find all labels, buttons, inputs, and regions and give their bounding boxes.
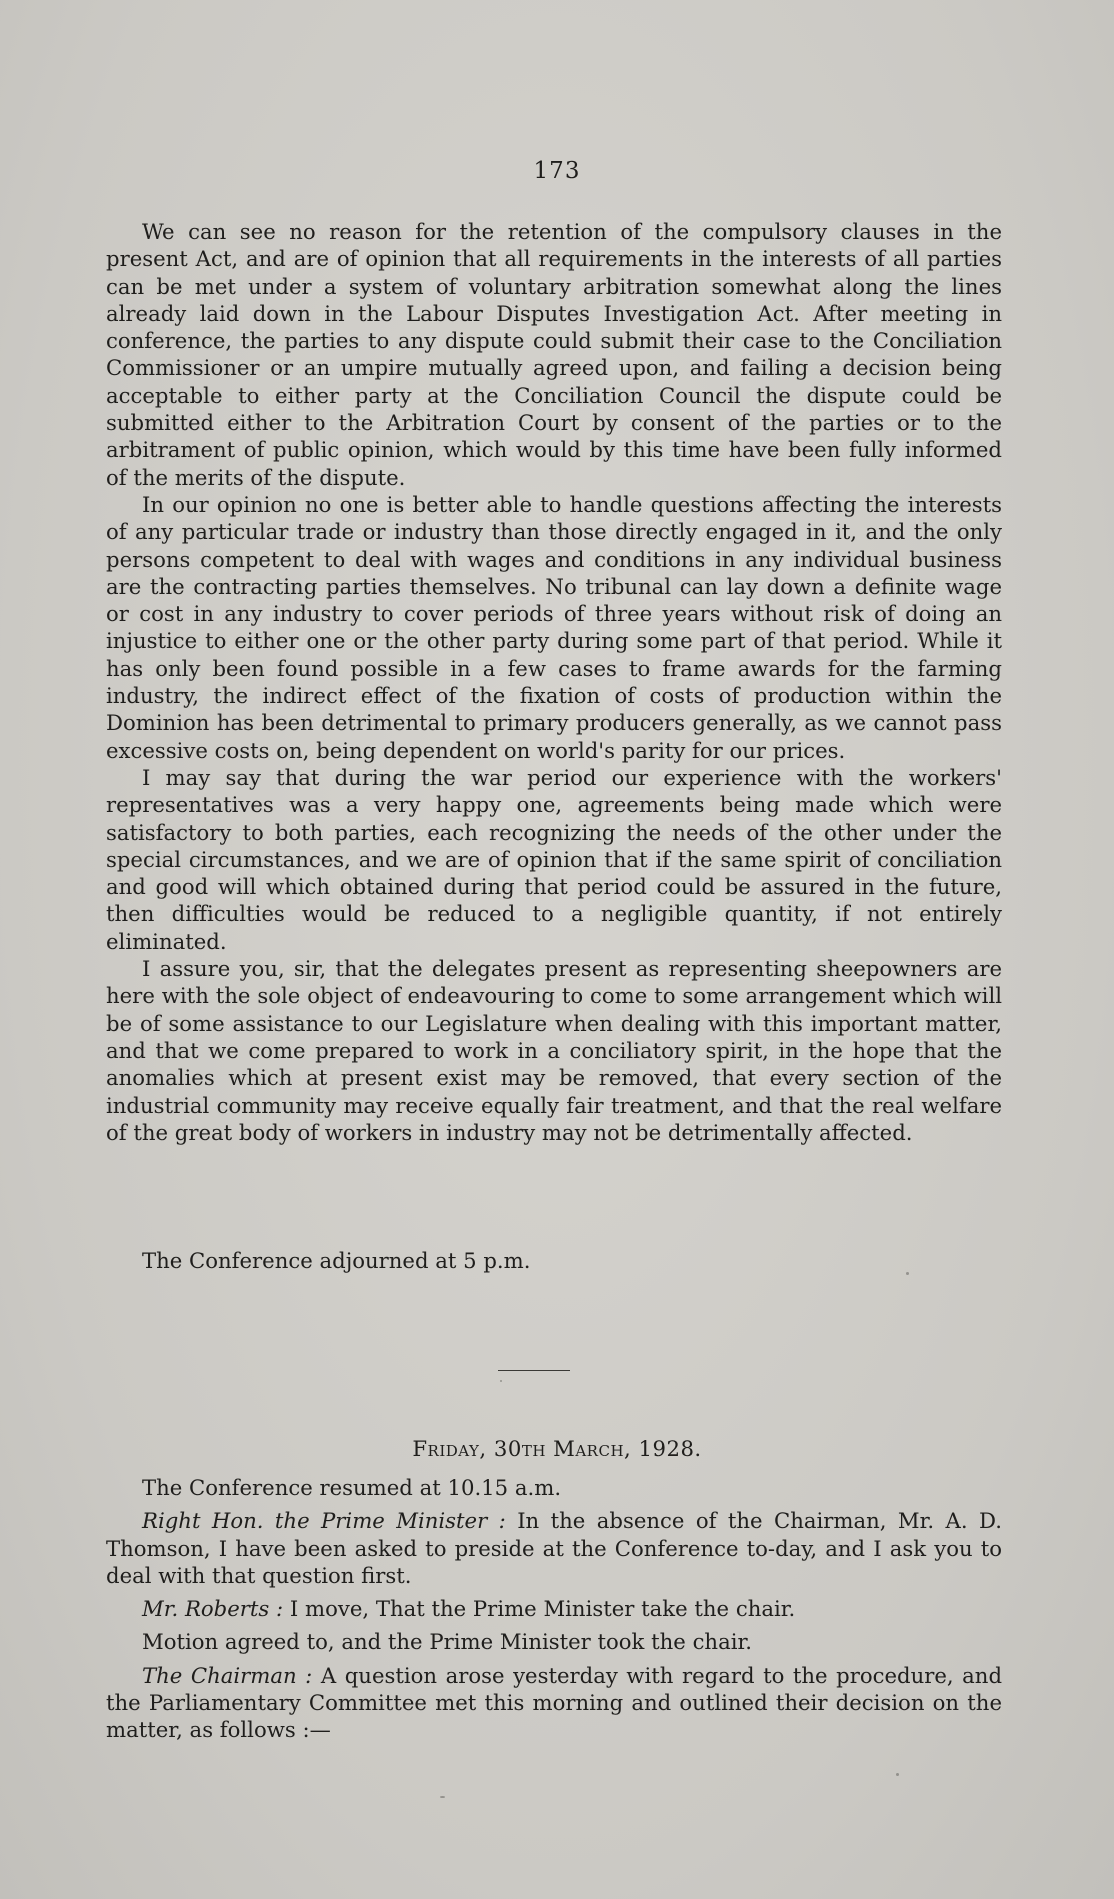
speech-text: In the absence of the Chairman, Mr. A. D. Thomson, I have been asked to preside at the Conference to-day, and I ask you to deal with that question first. — [106, 1508, 1002, 1588]
adjournment-note: The Conference adjourned at 5 p.m. — [142, 1248, 531, 1273]
paragraph: We can see no reason for the retention of the compulsory clauses in the present Act, and are of opinion that all requirements in the interests of all parties can be met under a system of voluntary arbitration somewhat along the lines already laid down in the Labour Disputes Investigation Act. After meeting in conference, the parties to any dispute could submit their case to the Conciliation Commissioner or an umpire mutually agreed upon, and failing a decision being acceptable to either party at the Conciliation Council the dispute could be submitted either to the Arbitration Court by consent of the parties or to the arbitrament of public opinion, which would by this time have been fully informed of the merits of the dispute. — [106, 219, 1002, 490]
speaker-name: Mr. Roberts : — [142, 1596, 284, 1622]
paper-speck — [500, 1380, 502, 1382]
speech-text: I move, That the Prime Minister take the chair. — [283, 1596, 796, 1622]
section-divider — [498, 1370, 570, 1371]
resumed-note: The Conference resumed at 10.15 a.m. — [142, 1475, 562, 1500]
proceedings-text — [106, 1474, 1002, 1750]
speaker-name: Right Hon. the Prime Minister : — [142, 1508, 506, 1534]
motion-note: Motion agreed to, and the Prime Minister took the chair. — [142, 1629, 753, 1655]
paper-speck — [906, 1272, 909, 1275]
speech-text: A question arose yesterday with regard to the procedure, and the Parliamentary Committee met this morning and outlined their decision on the matter, as follows :— — [106, 1662, 1003, 1743]
page-number: 173 — [533, 158, 581, 184]
speech-prime-minister — [106, 1507, 1002, 1589]
speech-chairman — [106, 1662, 1002, 1744]
date-heading: Friday, 30th March, 1928. — [412, 1436, 702, 1461]
paper-speck — [440, 1796, 445, 1798]
body-text — [106, 218, 1002, 1146]
speaker-name: The Chairman : — [142, 1662, 313, 1688]
speech-roberts — [106, 1595, 1002, 1622]
paragraph: I assure you, sir, that the delegates present as representing sheepowners are here with the sole object of endeavouring to come to some arrangement which will be of some assistance to our Legislature when dealing with this important matter, and that we come prepared to work in a conciliatory spirit, in the hope that the anomalies which at present exist may be removed, that every section of the industrial community may receive equally fair treatment, and that the real welfare of the great body of workers in industry may not be detrimentally affected. — [106, 956, 1002, 1145]
paragraph: In our opinion no one is better able to handle questions affecting the interests of any particular trade or industry than those directly engaged in it, and the only persons competent to deal with wages and conditions in any individual business are the contracting parties themselves. No tribunal can lay down a definite wage or cost in any industry to cover periods of three years without risk of doing an injustice to either one or the other party during some part of that period. While it has only been found possible in a few cases to frame awards for the farming industry, the indirect effect of the fixation of costs of production within the Dominion has been detrimental to primary producers generally, as we cannot pass excessive costs on, being dependent on world's parity for our prices. — [106, 491, 1002, 763]
paragraph: I may say that during the war period our experience with the workers' representatives was a very happy one, agreements being made which were satisfactory to both parties, each recognizing the needs of the other under the special circumstances, and we are of opinion that if the same spirit of conciliation and good will which obtained during that period could be assured in the future, then difficulties would be reduced to a negligible quantity, if not entirely eliminated. — [106, 764, 1002, 954]
paper-speck — [896, 1773, 899, 1776]
